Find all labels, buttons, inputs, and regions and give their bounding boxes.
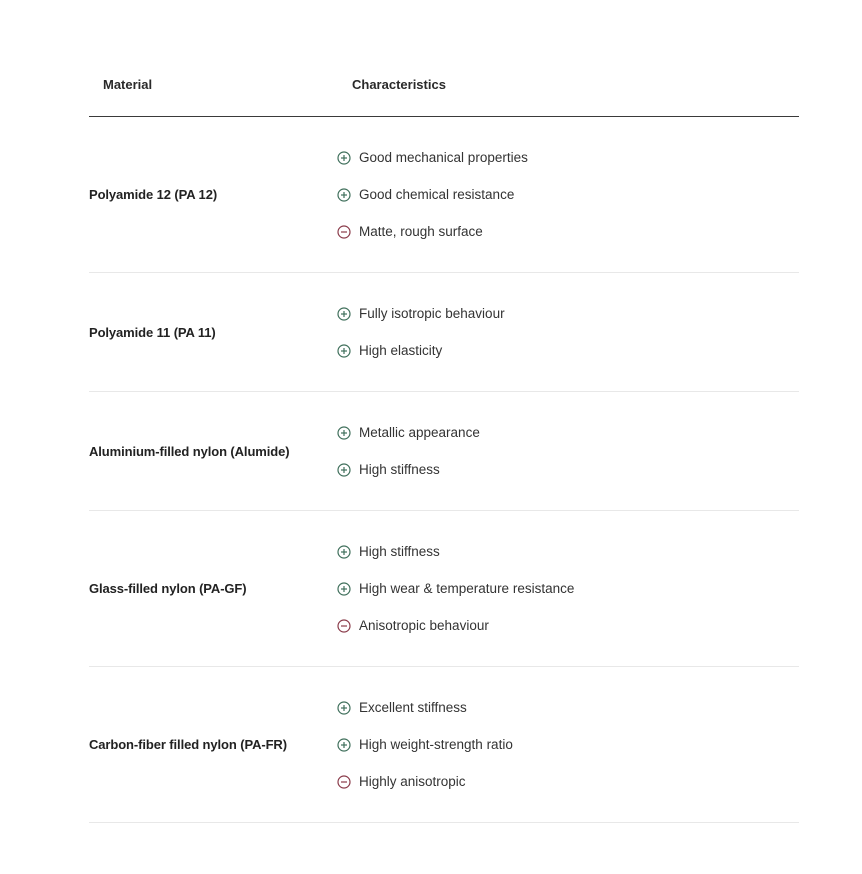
table-row: [89, 392, 799, 511]
table-row: [89, 117, 799, 273]
characteristics-list: [337, 689, 799, 800]
characteristic-text: High stiffness: [359, 544, 440, 559]
table-row: [89, 667, 799, 823]
characteristic-text: Matte, rough surface: [359, 224, 483, 239]
materials-table: [89, 62, 799, 823]
characteristic-text: Anisotropic behaviour: [359, 618, 489, 633]
characteristics-list: [337, 533, 799, 644]
characteristic-text: High wear & temperature resistance: [359, 581, 575, 596]
plus-circle-icon: [337, 545, 351, 559]
list-item: [337, 607, 799, 644]
characteristic-text: High stiffness: [359, 462, 440, 477]
list-item: [337, 451, 799, 488]
plus-circle-icon: [337, 188, 351, 202]
list-item: [337, 689, 799, 726]
list-item: [337, 533, 799, 570]
list-item: [337, 570, 799, 607]
characteristic-text: High weight-strength ratio: [359, 737, 513, 752]
plus-circle-icon: [337, 426, 351, 440]
characteristic-text: High elasticity: [359, 343, 443, 358]
list-item: [337, 139, 799, 176]
list-item: [337, 332, 799, 369]
characteristic-text: Metallic appearance: [359, 425, 480, 440]
material-name: Polyamide 11 (PA 11): [89, 324, 216, 340]
list-item: [337, 763, 799, 800]
plus-circle-icon: [337, 151, 351, 165]
plus-circle-icon: [337, 344, 351, 358]
plus-circle-icon: [337, 307, 351, 321]
minus-circle-icon: [337, 619, 351, 633]
characteristic-text: Good mechanical properties: [359, 150, 528, 165]
list-item: [337, 213, 799, 250]
list-item: [337, 176, 799, 213]
material-name: Aluminium-filled nylon (Alumide): [89, 443, 290, 459]
header-characteristics: Characteristics: [352, 76, 446, 92]
minus-circle-icon: [337, 775, 351, 789]
table-row: [89, 273, 799, 392]
minus-circle-icon: [337, 225, 351, 239]
plus-circle-icon: [337, 463, 351, 477]
characteristic-text: Good chemical resistance: [359, 187, 515, 202]
material-name: Carbon-fiber filled nylon (PA-FR): [89, 737, 287, 752]
material-name: Glass-filled nylon (PA-GF): [89, 581, 247, 596]
characteristic-text: Fully isotropic behaviour: [359, 306, 505, 321]
plus-circle-icon: [337, 582, 351, 596]
list-item: [337, 726, 799, 763]
plus-circle-icon: [337, 738, 351, 752]
characteristics-list: [337, 139, 799, 250]
table-header: [89, 62, 799, 117]
material-name: Polyamide 12 (PA 12): [89, 187, 218, 202]
plus-circle-icon: [337, 701, 351, 715]
characteristic-text: Highly anisotropic: [359, 774, 466, 789]
characteristics-list: [337, 295, 799, 369]
characteristic-text: Excellent stiffness: [359, 700, 467, 715]
header-material: Material: [103, 76, 153, 92]
list-item: [337, 414, 799, 451]
characteristics-list: [337, 414, 799, 488]
table-row: [89, 511, 799, 667]
list-item: [337, 295, 799, 332]
